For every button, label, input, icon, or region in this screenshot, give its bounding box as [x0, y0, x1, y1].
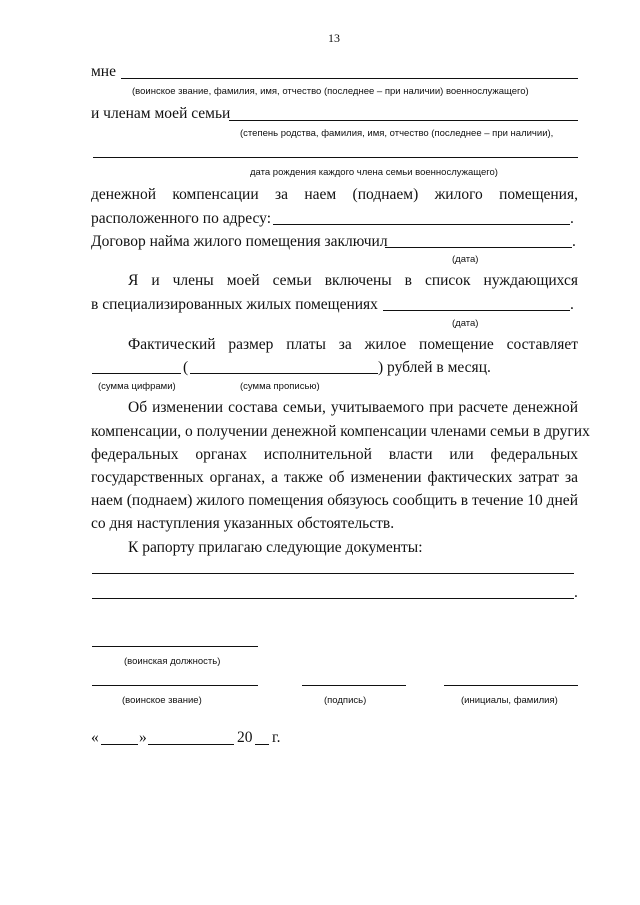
list-period: . [570, 296, 574, 313]
caption-initials: (инициалы, фамилия) [461, 695, 558, 706]
attachments-period: . [574, 584, 578, 601]
caption-date-2: (дата) [452, 318, 479, 329]
list-line-2: в специализированных жилых помещениях [91, 296, 378, 313]
label-family: и членам моей семьи [91, 105, 231, 122]
label-address: расположенного по адресу: [91, 210, 271, 227]
list-line-1: Я и члены моей семьи включены в список нуждающихся [128, 272, 578, 289]
para-line-1: Об изменении состава семьи, учитываемого при расчете денежной [128, 399, 578, 416]
caption-sum-words: (сумма прописью) [240, 381, 320, 392]
field-family-line-2[interactable] [93, 157, 578, 158]
caption-birth-dates: дата рождения каждого члена семьи военнослужащего) [250, 167, 498, 178]
para-line-3: федеральных органах исполнительной власти или федеральных [91, 446, 578, 463]
label-me: мне [91, 63, 116, 80]
field-rank-line[interactable] [92, 685, 258, 686]
para-line-4: государственных органах, а также об изменении фактических затрат за [91, 469, 578, 486]
caption-rank: (воинское звание) [122, 695, 202, 706]
field-me-line[interactable] [121, 78, 578, 79]
caption-rank-name: (воинское звание, фамилия, имя, отчество (последнее – при наличии) военнослужащего) [132, 86, 529, 97]
payment-line: Фактический размер платы за жилое помещение составляет [128, 336, 578, 353]
label-contract: Договор найма жилого помещения заключил [91, 233, 388, 250]
page-number: 13 [328, 31, 340, 45]
attachments-label: К рапорту прилагаю следующие документы: [128, 539, 423, 556]
caption-position: (воинская должность) [124, 656, 221, 667]
field-list-date-line[interactable] [383, 310, 570, 311]
field-year-line[interactable] [255, 744, 269, 745]
field-contract-date-line[interactable] [385, 247, 572, 248]
rubles-text: ) рублей в месяц. [378, 359, 491, 376]
field-initials-line[interactable] [444, 685, 578, 686]
field-sum-digits-line[interactable] [92, 373, 181, 374]
para-line-6: со дня наступления указанных обстоятельств. [91, 515, 395, 532]
contract-period: . [572, 233, 576, 250]
caption-sum-digits: (сумма цифрами) [98, 381, 176, 392]
date-close-quote: » [139, 729, 147, 746]
year-prefix: 20 [237, 729, 253, 746]
field-attachments-line-1[interactable] [92, 573, 574, 574]
field-month-line[interactable] [148, 744, 234, 745]
field-sum-words-line[interactable] [190, 373, 378, 374]
compensation-line: денежной компенсации за наем (поднаем) жилого помещения, [91, 186, 578, 203]
date-open-quote: « [91, 729, 99, 746]
field-day-line[interactable] [101, 744, 138, 745]
address-period: . [570, 210, 574, 227]
para-line-5: наем (поднаем) жилого помещения обязуюсь сообщить в течение 10 дней [91, 492, 578, 509]
para-line-2: компенсации, о получении денежной компенсации членами семьи в других [91, 423, 590, 440]
field-position-line[interactable] [92, 646, 258, 647]
field-family-line[interactable] [229, 120, 578, 121]
field-attachments-line-2[interactable] [92, 598, 574, 599]
caption-date-1: (дата) [452, 254, 479, 265]
caption-signature: (подпись) [324, 695, 367, 706]
open-paren: ( [183, 359, 189, 376]
year-suffix: г. [272, 729, 281, 746]
field-signature-line[interactable] [302, 685, 406, 686]
field-address-line[interactable] [273, 224, 570, 225]
caption-relation: (степень родства, фамилия, имя, отчество (последнее – при наличии), [240, 128, 554, 139]
